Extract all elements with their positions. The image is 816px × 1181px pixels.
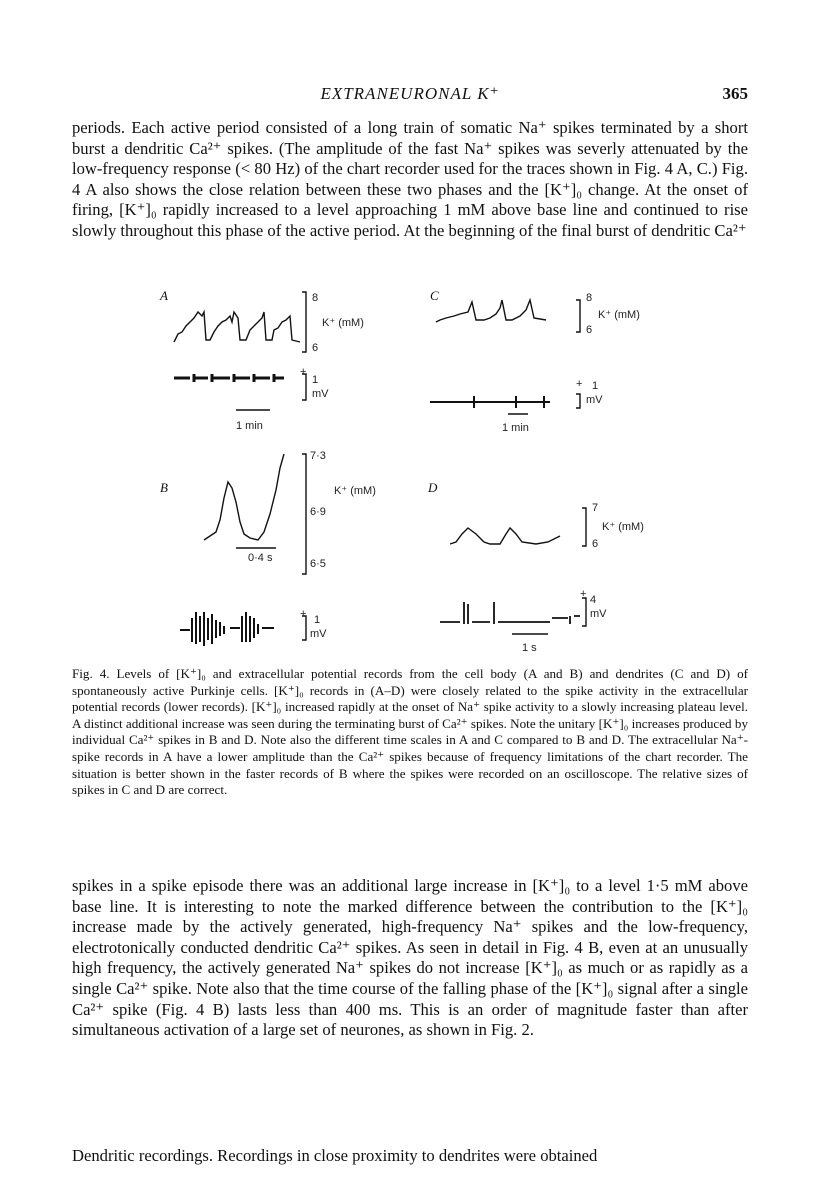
panel-a-k-scale bbox=[302, 292, 306, 352]
panel-c-k-trace bbox=[436, 300, 546, 322]
panel-a-k-trace bbox=[174, 312, 300, 342]
panel-b-v-value: 1 bbox=[314, 614, 321, 626]
panel-c-v-sign: + bbox=[576, 378, 583, 390]
panel-d-v-value: 4 bbox=[590, 594, 597, 606]
panel-c-v-unit: mV bbox=[586, 394, 603, 406]
section-heading-paragraph: Dendritic recordings. Recordings in close proximity to dendrites were obtained bbox=[72, 1146, 598, 1165]
panel-d-k-bottom: 6 bbox=[592, 538, 599, 550]
panel-c-time-label: 1 min bbox=[502, 422, 529, 434]
figure-traces bbox=[150, 282, 690, 662]
figure-caption: Fig. 4. Levels of [K⁺]₀ and extracellular potential records from the cell body (A and B) and dendrites (C and D) of spontaneously active Purkinje cells. [K⁺]₀ records in (A–D) were closely related to the spike activity in the extracellular potential records (lower records). [K⁺]₀ increased rapidly at the onset of Na⁺ spike activity to a slowly increasing plateau level. A distinct additional increase was seen during the terminating burst of Ca²⁺ spikes. Note the unitary [K⁺]₀ increases produced by individual Ca²⁺ spikes in B and D. Note also the different time scales in A and C compared to B and D. The extracellular Na⁺-spike records in A have a lower amplitude than the Ca²⁺ spikes because of frequency limitations of the chart recorder. The situation is better shown in the faster records of B where the spikes were recorded on an oscilloscope. The relative sizes of spikes in C and D are correct. bbox=[72, 666, 748, 798]
panel-b-k-trace bbox=[204, 454, 284, 540]
panel-d-v-unit: mV bbox=[590, 608, 607, 620]
panel-d-v-trace bbox=[440, 602, 580, 624]
panel-d-v-sign: + bbox=[580, 588, 587, 600]
panel-b-k-mid: 6·9 bbox=[310, 506, 326, 518]
panel-c-k-unit: K⁺ (mM) bbox=[598, 309, 640, 321]
panel-d-v-scale bbox=[582, 598, 586, 626]
panel-b-v-trace bbox=[180, 612, 274, 646]
panel-d-k-scale bbox=[582, 508, 586, 546]
panel-d-k-unit: K⁺ (mM) bbox=[602, 521, 644, 533]
panel-b-k-top: 7·3 bbox=[310, 450, 326, 462]
panel-c-k-scale bbox=[576, 300, 580, 332]
body-paragraph-bottom: spikes in a spike episode there was an additional large increase in [K⁺]₀ to a level 1·5 mM above base line. It is interesting to note the marked difference between the contribution to the [K⁺]₀ increase made by the actively generated, high-frequency Na⁺ spikes and the low-frequency, electrotonically conducted dendritic Ca²⁺ spikes. As seen in detail in Fig. 4 B, even at an unusually high frequency, the actively generated Na⁺ spikes do not increase [K⁺]₀ as much or as rapidly as a single Ca²⁺ spike. Note also that the time course of the falling phase of the [K⁺]₀ signal after a single Ca²⁺ spike (Fig. 4 B) lasts less than 400 ms. This is an order of magnitude faster than after simultaneous activation of a large set of neurones, as shown in Fig. 2. bbox=[72, 876, 748, 1040]
panel-c-k-top: 8 bbox=[586, 292, 593, 304]
panel-c-v-scale bbox=[576, 394, 580, 408]
body-paragraph-top: periods. Each active period consisted of a long train of somatic Na⁺ spikes terminated by a short burst a dendritic Ca²⁺ spikes. (The amplitude of the fast Na⁺ spikes was severly attenuated by the low-frequency response (< 80 Hz) of the chart recorder used for the traces shown in Fig. 4 A, C.) Fig. 4 A also shows the close relation between these two phases and the [K⁺]₀ change. At the onset of firing, [K⁺]₀ rapidly increased to a level approaching 1 mM above base line and continued to rise slowly throughout this phase of the active period. At the beginning of the final burst of dendritic Ca²⁺ bbox=[72, 118, 748, 240]
page-number: 365 bbox=[722, 84, 748, 103]
panel-a-k-bottom: 6 bbox=[312, 342, 319, 354]
page-header bbox=[72, 84, 748, 108]
panel-a-k-top: 8 bbox=[312, 292, 319, 304]
panel-a-v-value: 1 bbox=[312, 374, 319, 386]
panel-a-v-trace bbox=[174, 374, 284, 382]
panel-d-k-trace bbox=[450, 528, 560, 544]
panel-b-k-bottom: 6·5 bbox=[310, 558, 326, 570]
panel-b-k-unit: K⁺ (mM) bbox=[334, 485, 376, 497]
panel-b-letter: B bbox=[160, 480, 168, 495]
running-title: EXTRANEURONAL K⁺ bbox=[320, 84, 500, 103]
panel-a-v-unit: mV bbox=[312, 388, 329, 400]
panel-a-k-unit: K⁺ (mM) bbox=[322, 317, 364, 329]
panel-c-v-value: 1 bbox=[592, 380, 599, 392]
panel-d-time-label: 1 s bbox=[522, 642, 537, 654]
panel-c-v-trace bbox=[430, 396, 550, 408]
panel-c-letter: C bbox=[430, 288, 439, 303]
panel-a-letter: A bbox=[160, 288, 168, 303]
panel-b-k-scale bbox=[302, 454, 306, 574]
figure-4 bbox=[150, 282, 690, 662]
panel-a-time-label: 1 min bbox=[236, 420, 263, 432]
panel-b-v-unit: mV bbox=[310, 628, 327, 640]
panel-a-v-sign: + bbox=[300, 366, 307, 378]
panel-b-time-label: 0·4 s bbox=[248, 552, 273, 564]
panel-d-letter: D bbox=[428, 480, 438, 495]
panel-c-k-bottom: 6 bbox=[586, 324, 593, 336]
panel-b-v-sign: + bbox=[300, 608, 307, 620]
panel-d-k-top: 7 bbox=[592, 502, 599, 514]
